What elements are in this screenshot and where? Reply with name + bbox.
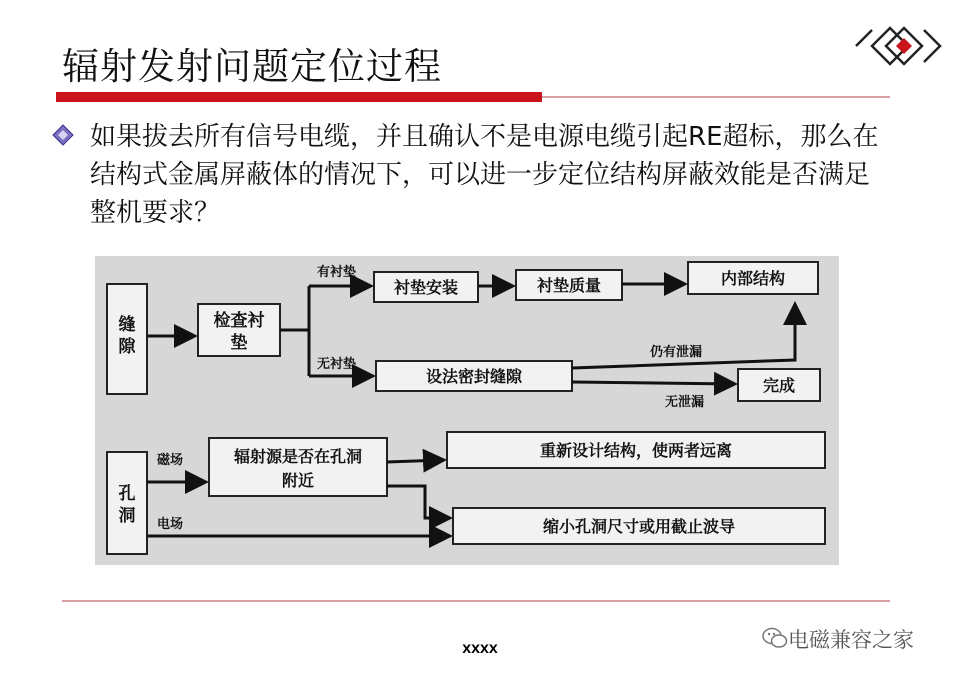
flowchart-photo	[95, 256, 839, 565]
diamond-bullet-icon	[52, 124, 74, 146]
shrink-label: 缩小孔洞尺寸或用截止波导	[542, 517, 736, 536]
gap-label-2: 隙	[118, 337, 136, 357]
hole-label-1: 孔	[118, 484, 136, 504]
still-leak-label: 仍有泄漏	[650, 345, 703, 360]
quality-label: 衬垫质量	[536, 276, 602, 295]
gap-label-1: 缝	[118, 315, 136, 335]
electric-label: 电场	[157, 517, 184, 532]
no-leak-label: 无泄漏	[665, 395, 705, 410]
done-label: 完成	[762, 376, 796, 395]
footer-text: xxxx	[462, 640, 498, 657]
source-label-1: 辐射源是否在孔洞	[233, 447, 363, 466]
magnetic-label: 磁场	[157, 453, 184, 468]
redesign-label: 重新设计结构，使两者远离	[539, 441, 733, 460]
install-label: 衬垫安装	[393, 278, 459, 297]
source-label-2: 附近	[281, 471, 315, 490]
hole-label-2: 洞	[118, 506, 136, 526]
watermark	[762, 620, 952, 656]
wechat-icon	[762, 626, 788, 650]
footer-divider	[62, 600, 890, 602]
bullet-item	[52, 118, 882, 232]
title-accent-bar	[56, 92, 542, 102]
check-label-2: 垫	[230, 333, 248, 353]
seal-label: 设法密封缝隙	[425, 367, 523, 386]
watermark-text: 电磁兼容之家	[788, 628, 914, 652]
check-label-1: 检查衬	[213, 311, 265, 331]
flowchart-diagram	[95, 256, 839, 565]
slide-title: 辐射发射问题定位过程	[62, 45, 442, 88]
logo-icon	[852, 16, 942, 76]
bullet-text: 如果拔去所有信号电缆，并且确认不是电源电缆引起RE超标，那么在结构式金属屏蔽体的情况下，可以进一步定位结构屏蔽效能是否满足整机要求？	[90, 122, 879, 228]
no-gasket-label: 无衬垫	[317, 357, 357, 372]
title-divider	[542, 96, 890, 98]
internal-label: 内部结构	[720, 269, 786, 288]
has-gasket-label: 有衬垫	[317, 265, 357, 280]
